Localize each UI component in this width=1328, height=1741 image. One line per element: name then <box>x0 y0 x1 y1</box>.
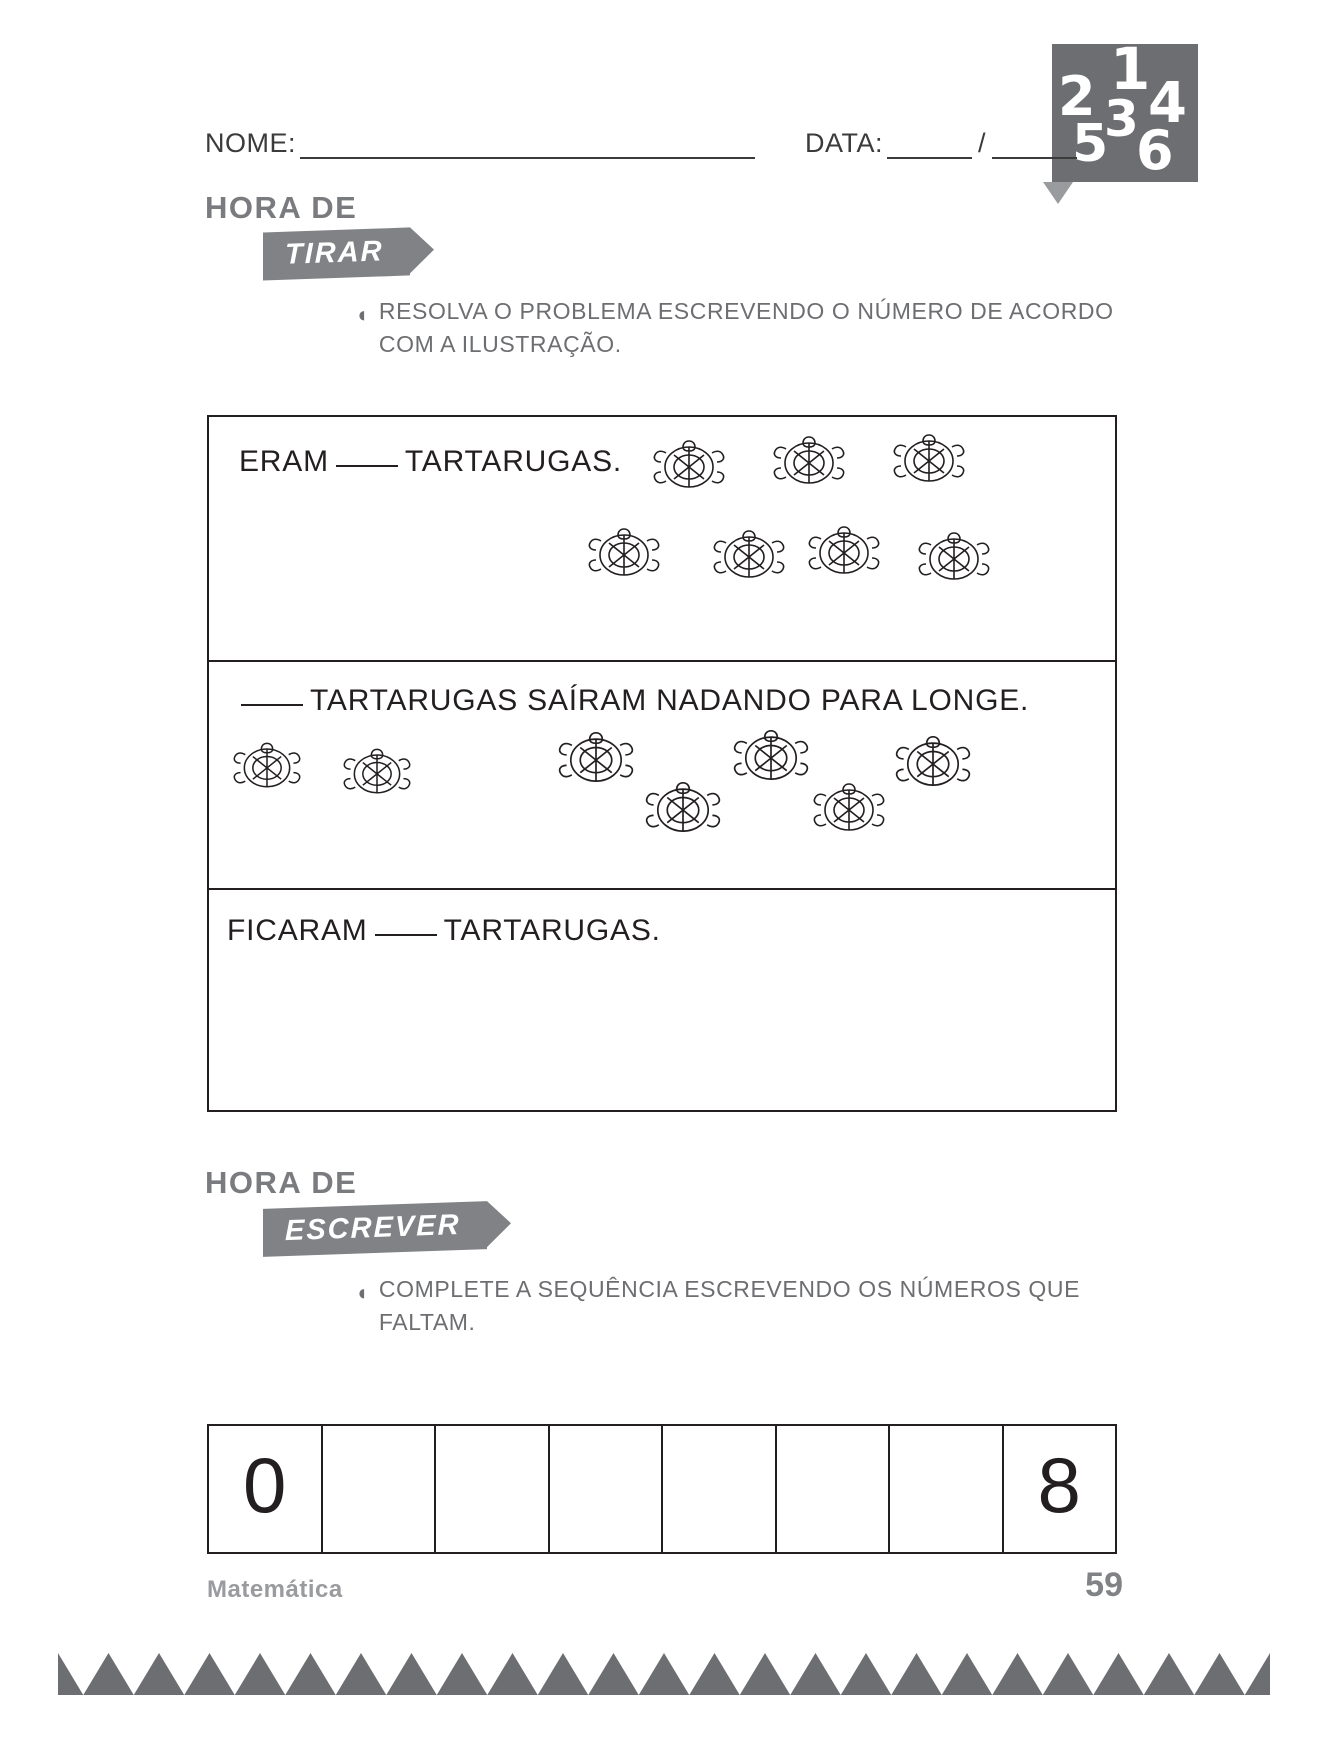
turtle-icon <box>554 720 638 796</box>
badge-number-2: 2 <box>1058 65 1096 128</box>
turtle-icon <box>891 724 975 800</box>
exercise-row-3 <box>209 890 1115 1110</box>
badge-number-3: 3 <box>1104 90 1139 148</box>
turtle-icon <box>649 429 729 501</box>
sequence-cell[interactable] <box>1004 1426 1116 1552</box>
turtle-icon <box>729 718 813 794</box>
sequence-cell[interactable] <box>550 1426 664 1552</box>
turtle-icon <box>804 515 884 587</box>
section2-title: HORA DE <box>205 1165 358 1200</box>
section1-title: HORA DE <box>205 190 358 225</box>
sequence-value: 0 <box>243 1440 287 1529</box>
instruction-1-text: RESOLVA O PROBLEMA ESCREVENDO O NÚMERO DE ACORDO COM A ILUSTRAÇÃO. <box>378 298 1114 358</box>
exercise-row-1-text <box>239 445 622 479</box>
date-separator: / <box>978 128 987 158</box>
name-label: NOME: <box>205 128 297 158</box>
row1-answer-blank[interactable] <box>336 445 398 467</box>
date-day-line[interactable] <box>887 137 972 159</box>
row2-answer-blank[interactable] <box>241 684 303 706</box>
turtle-icon <box>889 423 969 495</box>
sequence-value: 8 <box>1037 1440 1081 1529</box>
name-input-line[interactable] <box>300 137 755 159</box>
sequence-cell[interactable] <box>663 1426 777 1552</box>
date-label: DATA: <box>805 128 884 158</box>
instruction-1 <box>355 295 1115 362</box>
exercise-row-2 <box>209 662 1115 890</box>
sequence-cell[interactable] <box>209 1426 323 1552</box>
exercise-row-3-text <box>227 914 661 948</box>
section1-banner: TIRAR <box>263 227 410 280</box>
footer-page-number: 59 <box>1085 1566 1123 1604</box>
turtle-icon <box>641 770 725 846</box>
turtle-icon <box>709 519 789 591</box>
corner-number-badge <box>1052 35 1198 182</box>
row1-text-before: ERAM <box>239 445 329 478</box>
exercise-row-1 <box>209 417 1115 662</box>
number-sequence-strip <box>207 1424 1117 1554</box>
bullet-icon: ◖ <box>355 1280 369 1305</box>
footer-subject: Matemática <box>207 1576 343 1603</box>
row1-text-after: TARTARUGAS. <box>404 445 623 478</box>
exercise-box <box>207 415 1117 1112</box>
date-month-line[interactable] <box>992 137 1077 159</box>
badge-number-1: 1 <box>1110 35 1151 103</box>
row2-text-after: TARTARUGAS SAÍRAM NADANDO PARA LONGE. <box>310 684 1030 717</box>
sequence-cell[interactable] <box>323 1426 437 1552</box>
turtle-icon <box>229 732 305 800</box>
section2-banner: ESCREVER <box>263 1201 487 1257</box>
badge-number-5: 5 <box>1072 114 1109 174</box>
sequence-cell[interactable] <box>436 1426 550 1552</box>
row3-text-before: FICARAM <box>227 914 368 947</box>
turtle-icon <box>769 425 849 497</box>
section-header-tirar <box>205 190 410 278</box>
turtle-icon <box>584 517 664 589</box>
bullet-icon: ◖ <box>355 302 369 327</box>
instruction-2-text: COMPLETE A SEQUÊNCIA ESCREVENDO OS NÚMEROS QUE FALTAM. <box>378 1276 1081 1336</box>
row3-text-after: TARTARUGAS. <box>443 914 661 947</box>
badge-number-4: 4 <box>1148 71 1187 136</box>
zigzag-decoration <box>58 1653 1270 1695</box>
student-id-row <box>205 128 1125 159</box>
badge-triangle-tip <box>1043 182 1073 204</box>
turtle-icon <box>809 772 889 844</box>
instruction-2 <box>355 1273 1115 1340</box>
row3-answer-blank[interactable] <box>375 914 437 936</box>
exercise-row-2-text <box>234 684 1029 718</box>
sequence-cell[interactable] <box>777 1426 891 1552</box>
turtle-icon <box>339 738 415 806</box>
sequence-cell[interactable] <box>890 1426 1004 1552</box>
section-header-escrever <box>205 1165 487 1253</box>
badge-number-6: 6 <box>1136 119 1174 182</box>
turtle-icon <box>914 521 994 593</box>
